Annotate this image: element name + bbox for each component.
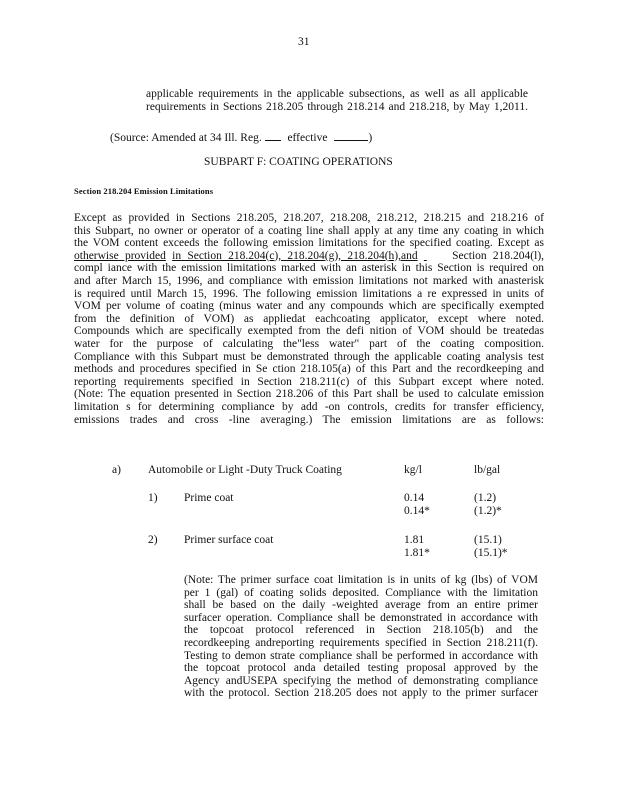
row-kg-values [404, 534, 430, 560]
source-note-prefix: (Source: Amended at 34 Ill. Reg. [110, 132, 262, 144]
page-number: 31 [298, 36, 310, 48]
body-line: Compounds which are specifically exempted from the defi nition of VOM should be treatedas [74, 325, 544, 338]
intro-paragraph [146, 88, 528, 113]
kg-value: 0.14* [404, 505, 430, 517]
body-line: Except as provided in Sections 218.205, 218.207, 218.208, 218.212, 218.215 and 218.216 of [74, 212, 544, 224]
row-coating-name: Prime coat [184, 492, 234, 504]
subpart-heading: SUBPART F: COATING OPERATIONS [204, 156, 393, 168]
row-kg-values [404, 492, 430, 518]
source-note-suffix: ) [368, 132, 373, 144]
lb-value: (1.2) [474, 492, 497, 504]
item-a-title: Automobile or Light -Duty Truck Coating [148, 464, 342, 476]
body-line: the VOM content exceeds the following emission limitations for the specified coating. Except as [74, 237, 544, 250]
row-lb-values [474, 534, 508, 560]
note-line: recordkeeping andreporting requirements specified in Section 218.211(f). [184, 636, 538, 649]
body-line: and after March 15, 1996, and compliance with emission limitations not marked with anasterisk [74, 274, 544, 287]
note-line: shall be based on the daily -weighted average from an entire primer [184, 599, 538, 612]
body-line: from the definition of VOM) as appliedat eachcoating applicator, except where noted. [74, 312, 544, 325]
body-line: water for the purpose of calculating the"less water" part of the coating composition. [74, 337, 544, 350]
note-line: the topcoat protocol referenced in Section 218.105(b) and the [184, 624, 538, 637]
note-line: (Note: The primer surface coat limitation is in units of kg (lbs) of VOM [184, 574, 538, 586]
column-header-lb: lb/gal [474, 464, 501, 476]
note-line: Agency andUSEPA specifying the method of demonstrating compliance [184, 674, 538, 687]
lb-value: (1.2)* [474, 505, 502, 517]
note-paragraph [184, 574, 538, 700]
body-line: limitation s for determining compliance by add -on controls, credits for transfer efficiency, [74, 400, 544, 413]
kg-value: 0.14 [404, 492, 425, 504]
note-line: Testing to demon strate compliance shall be performed in accordance with [184, 649, 538, 662]
body-paragraph [74, 212, 544, 426]
note-line: with the protocol. Section 218.205 does not apply to the primer surfacer [184, 687, 538, 700]
section-references: in Section 218.204(c), 218.204(g), 218.204(h),and [172, 249, 418, 262]
reference-blank [424, 250, 446, 263]
row-number: 1) [148, 492, 158, 504]
lb-value: (15.1)* [474, 547, 508, 559]
lb-value: (15.1) [474, 534, 502, 546]
note-line: surfacer operation. Compliance shall be demonstrated in accordance with [184, 611, 538, 624]
source-note-middle: effective [287, 132, 328, 144]
body-line: this Subpart, no owner or operator of a coating line shall apply at any time any coating in which [74, 224, 544, 237]
kg-value: 1.81 [404, 534, 425, 546]
note-line: per 1 (gal) of coating solids deposited. Compliance with the limitation [184, 586, 538, 599]
note-line: the topcoat protocol anda detailed testing proposal approved by the [184, 662, 538, 675]
body-line: reporting requirements specified in Section 218.211(c) of this Subpart except where noted. [74, 375, 544, 388]
section-heading: Section 218.204 Emission Limitations [74, 186, 214, 196]
body-line: is required until March 15, 1996. The following emission limitations a re expressed in units of [74, 287, 544, 300]
body-line: Compliance with this Subpart must be demonstrated through the applicable coating analysis test [74, 350, 544, 363]
body-line: compl iance with the emission limitations marked with an asterisk in this Section is required on [74, 262, 544, 275]
intro-line: applicable requirements in the applicable subsections, as well as all applicable [146, 88, 528, 100]
kg-value: 1.81* [404, 547, 430, 559]
column-header-kg: kg/l [404, 464, 422, 476]
row-lb-values [474, 492, 502, 518]
intro-line: requirements in Sections 218.205 through 218.214 and 218.218, by May 1,2011. [146, 100, 528, 113]
source-blank-1 [265, 130, 281, 141]
item-a-label: a) [112, 464, 121, 476]
otherwise-provided-text: otherwise provided [74, 249, 166, 262]
amended-reference-line [74, 250, 544, 263]
row-coating-name: Primer surface coat [184, 534, 274, 546]
body-line: VOM per volume of coating (minus water and any compounds which are specifically exempted [74, 300, 544, 313]
source-blank-2 [334, 130, 368, 141]
section-reference-tail: Section 218.204(l), [452, 249, 545, 262]
row-number: 2) [148, 534, 158, 546]
source-note [110, 130, 372, 144]
body-line: methods and procedures specified in Se ction 218.105(a) of this Part and the recordkeeping and [74, 363, 544, 376]
body-line: emissions trades and cross -line averaging.) The emission limitations are as follows: [74, 413, 544, 426]
body-line: (Note: The equation presented in Section 218.206 of this Part shall be used to calculate emission [74, 388, 544, 401]
